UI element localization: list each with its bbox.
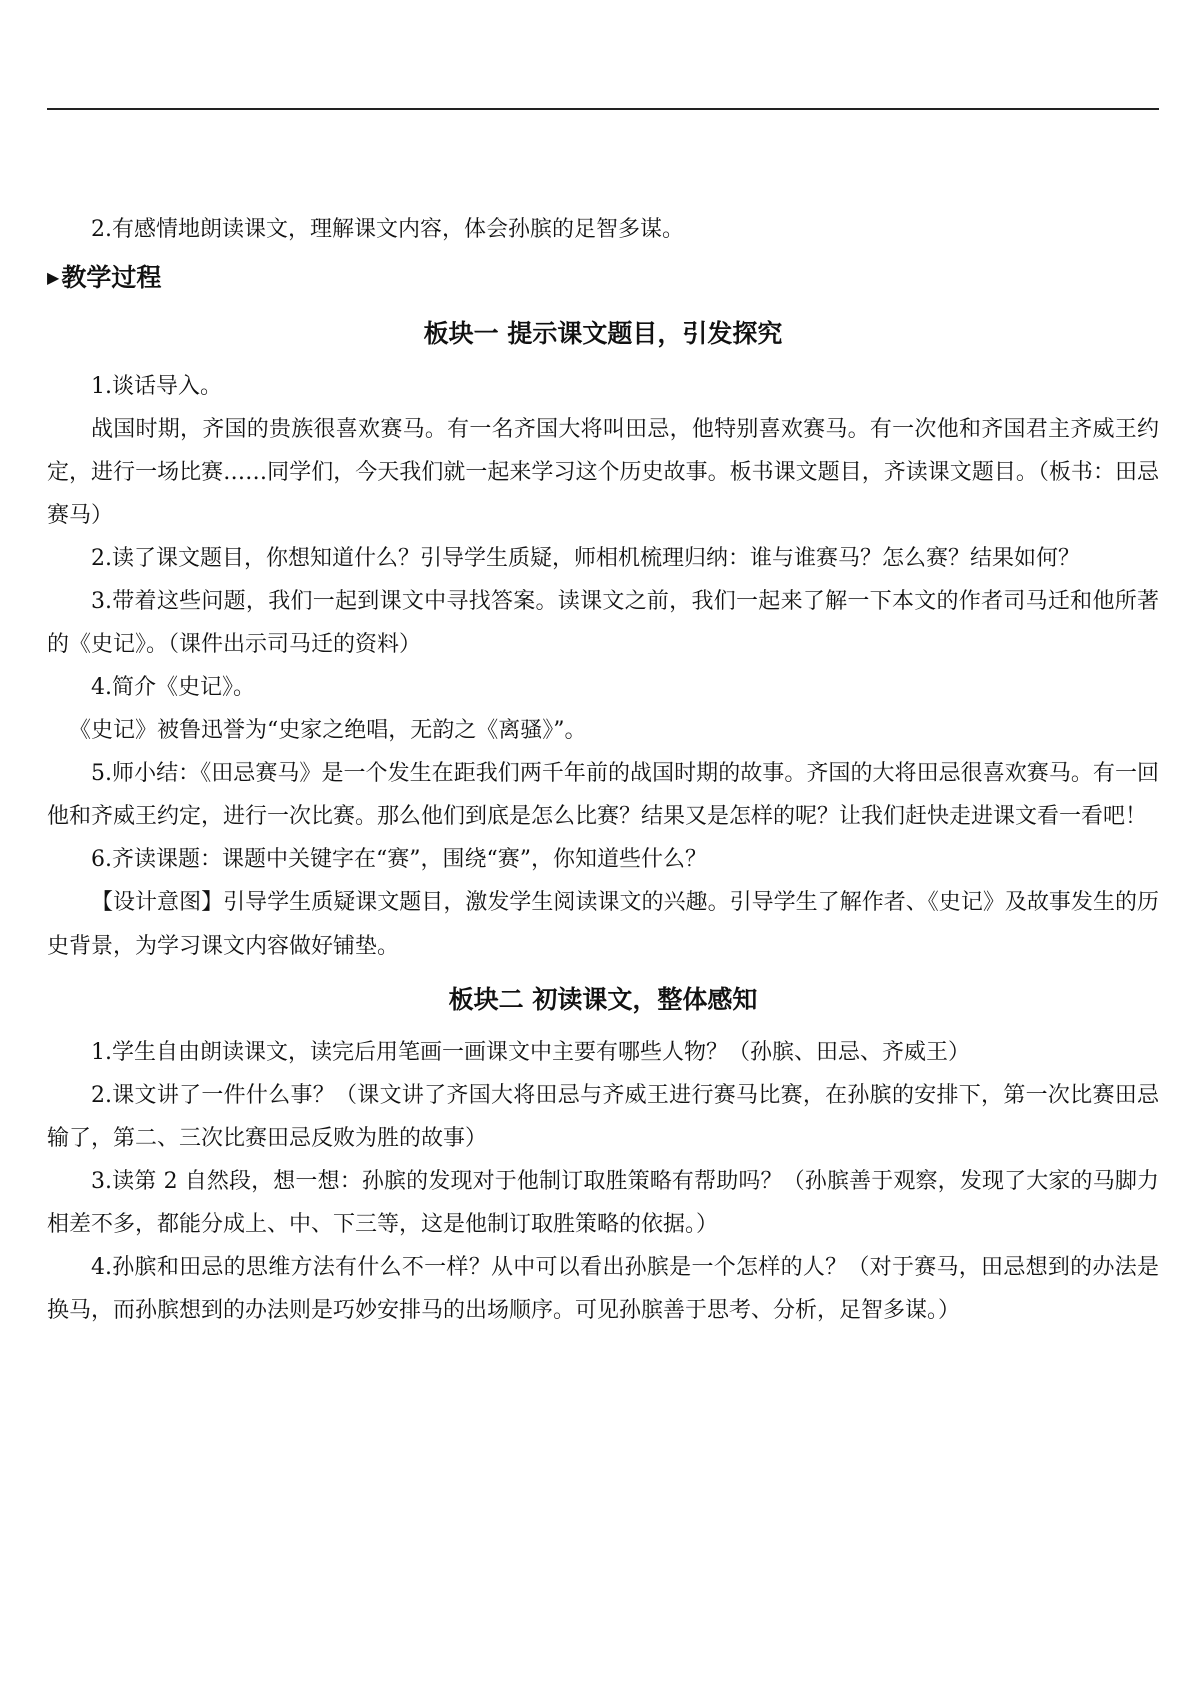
block2-p1: 1.学生自由朗读课文，读完后用笔画一画课文中主要有哪些人物？（孙膑、田忌、齐威王） (91, 1040, 970, 1065)
document-body (47, 208, 1159, 1332)
block1-p6: 《史记》被鲁迅誉为“史家之绝唱，无韵之《离骚》”。 (69, 718, 587, 743)
block1-p8: 6.齐读课题：课题中关键字在“赛”，围绕“赛”，你知道些什么？ (91, 847, 707, 872)
section-title (47, 253, 1159, 303)
triangle-bullet-icon: ▶ (47, 268, 60, 287)
block1-p2: 战国时期，齐国的贵族很喜欢赛马。有一名齐国大将叫田忌，他特别喜欢赛马。有一次他和齐国君主齐威王约定，进行一场比赛……同学们，今天我们就一起来学习这个历史故事。板书课文题目，齐读课文题目。（板书：田忌赛马） (47, 417, 1159, 528)
block1-p7: 5.师小结：《田忌赛马》是一个发生在距我们两千年前的战国时期的故事。齐国的大将田忌很喜欢赛马。有一回他和齐威王约定，进行一次比赛。那么他们到底是怎么比赛？结果又是怎样的呢？让我们赶快走进课文看一看吧！ (47, 761, 1159, 829)
block1-p4: 3.带着这些问题，我们一起到课文中寻找答案。读课文之前，我们一起来了解一下本文的作者司马迁和他所著的《史记》。（课件出示司马迁的资料） (47, 589, 1159, 657)
block2-heading: 板块二 初读课文，整体感知 (448, 985, 758, 1014)
block1-p1: 1.谈话导入。 (91, 374, 222, 399)
block2-p4: 4.孙膑和田忌的思维方法有什么不一样？从中可以看出孙膑是一个怎样的人？（对于赛马，田忌想到的办法是换马，而孙膑想到的办法则是巧妙安排马的出场顺序。可见孙膑善于思考、分析，足智多谋。） (47, 1255, 1159, 1323)
design-intent: 【设计意图】引导学生质疑课文题目，激发学生阅读课文的兴趣。引导学生了解作者、《史记》及故事发生的历史背景，为学习课文内容做好铺垫。 (47, 890, 1159, 959)
block1-heading: 板块一 提示课文题目，引发探究 (423, 319, 783, 348)
block2-p3: 3.读第 2 自然段，想一想：孙膑的发现对于他制订取胜策略有帮助吗？（孙膑善于观察，发现了大家的马脚力相差不多，都能分成上、中、下三等，这是他制订取胜策略的依据。） (47, 1169, 1159, 1237)
block1-p5: 4.简介《史记》。 (91, 675, 255, 700)
header-rule (47, 108, 1159, 110)
section-title-text: 教学过程 (61, 263, 162, 292)
block1-p3: 2.读了课文题目，你想知道什么？引导学生质疑，师相机梳理归纳：谁与谁赛马？怎么赛？结果如何？ (91, 546, 1080, 571)
block2-p2: 2.课文讲了一件什么事？（课文讲了齐国大将田忌与齐威王进行赛马比赛，在孙膑的安排下，第一次比赛田忌输了，第二、三次比赛田忌反败为胜的故事） (47, 1083, 1159, 1151)
objective-2: 2.有感情地朗读课文，理解课文内容，体会孙膑的足智多谋。 (91, 217, 684, 242)
